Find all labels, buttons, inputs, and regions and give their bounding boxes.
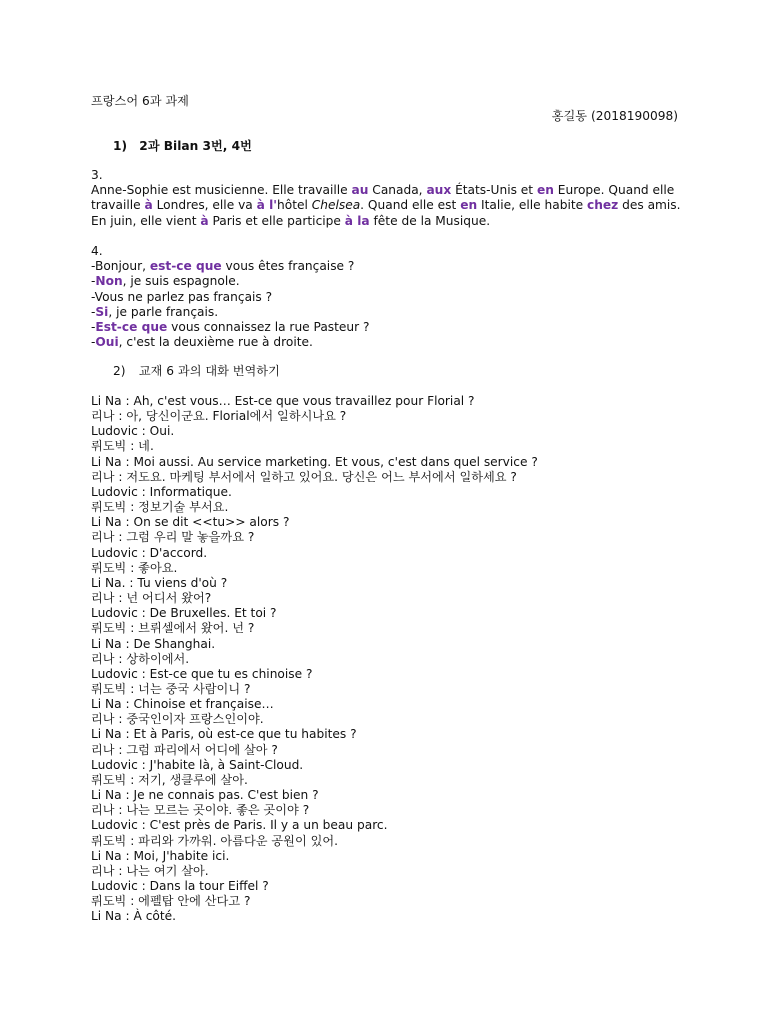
text-segment: Europe. Quand elle travaille (91, 183, 675, 213)
french-line: Ludovic : Est-ce que tu es chinoise ? (91, 666, 313, 681)
text-segment: États-Unis et (451, 183, 537, 198)
korean-translation-line: 리나 : 나는 여기 살아. (91, 863, 209, 878)
korean-translation-line: 뤼도빅 : 브뤼셀에서 왔어. 넌 ? (91, 621, 255, 636)
korean-translation-line: 리나 : 넌 어디서 왔어? (91, 591, 212, 606)
korean-translation-line: 리나 : 그럼 파리에서 어디에 살아 ? (91, 742, 278, 757)
korean-translation-line: 뤼도빅 : 정보기술 부서요. (91, 500, 229, 515)
highlighted-answer: Est-ce que (95, 320, 168, 335)
dialogue-line (91, 320, 681, 335)
french-line: Li Na. : Tu viens d'où ? (91, 575, 228, 590)
french-line: Ludovic : D'accord. (91, 545, 208, 560)
highlighted-answer: à la (344, 213, 370, 228)
korean-translation-line: 뤼도빅 : 좋아요. (91, 560, 178, 575)
exercise-4-dialogue (91, 259, 681, 350)
dialogue-line (91, 259, 681, 274)
text-segment: - (91, 304, 96, 319)
text-segment: . Quand elle est (360, 198, 461, 213)
exercise-number: 3. (91, 168, 103, 182)
french-line: Ludovic : Informatique. (91, 484, 232, 499)
french-line: Li Na : Moi aussi. Au service marketing. Et vous, c'est dans quel service ? (91, 454, 538, 469)
text-segment: , je suis espagnole. (122, 274, 240, 289)
french-line: Li Na : Et à Paris, où est-ce que tu habites ? (91, 727, 357, 742)
text-segment: - (91, 320, 96, 335)
korean-translation-line: 리나 : 나는 모르는 곳이야. 좋은 곳이야 ? (91, 803, 310, 818)
highlighted-answer: à l' (256, 198, 278, 213)
korean-translation-line: 리나 : 중국인이자 프랑스인이야. (91, 712, 264, 727)
french-line: Li Na : Chinoise et française… (91, 697, 274, 712)
french-line: Ludovic : De Bruxelles. Et toi ? (91, 606, 277, 621)
author-line: 홍길동 (2018190098) (551, 109, 678, 123)
text-segment: Londres, elle va (152, 198, 257, 213)
french-line: Ludovic : C'est près de Paris. Il y a un beau parc. (91, 818, 388, 833)
highlighted-answer: Non (95, 274, 123, 289)
dialogue-line (91, 305, 681, 320)
text-segment: vous connaissez la rue Pasteur ? (167, 320, 370, 335)
document-title: 프랑스어 6과 과제 (91, 94, 189, 108)
text-segment: vous êtes française ? (221, 259, 355, 274)
dialogue-line (91, 274, 681, 289)
section-heading-2 (113, 364, 280, 378)
text-segment: des amis. En juin, elle vient (91, 198, 681, 228)
highlighted-answer: chez (586, 198, 619, 213)
korean-translation-line: 리나 : 아, 당신이군요. Florial에서 일하시나요 ? (91, 409, 347, 424)
text-segment: Italie, elle habite (477, 198, 587, 213)
korean-translation-line: 뤼도빅 : 파리와 가까워. 아름다운 공원이 있어. (91, 833, 339, 848)
korean-translation-line: 뤼도빅 : 저기, 생클루에 살아. (91, 772, 248, 787)
highlighted-answer: à (144, 198, 153, 213)
korean-translation-line: 뤼도빅 : 에펠탑 안에 산다고 ? (91, 894, 251, 909)
dialogue-line (91, 335, 681, 350)
french-line: Li Na : De Shanghai. (91, 636, 216, 651)
french-line: Li Na : On se dit <<tu>> alors ? (91, 515, 290, 530)
dialogue-line (91, 290, 681, 305)
highlighted-answer: Si (95, 304, 109, 319)
korean-translation-line: 리나 : 상하이에서. (91, 651, 190, 666)
text-segment: Canada, (368, 183, 427, 198)
french-line: Li Na : Moi, J'habite ici. (91, 848, 230, 863)
exercise-3 (91, 168, 681, 229)
text-segment: hôtel (277, 198, 312, 213)
text-segment: Anne-Sophie est musicienne. Elle travaille (91, 183, 352, 198)
korean-translation-line: 뤼도빅 : 네. (91, 439, 154, 454)
text-segment: , c'est la deuxième rue à droite. (118, 335, 313, 350)
text-segment: fête de la Musique. (369, 213, 491, 228)
section-number: 1) (113, 139, 128, 153)
korean-translation-line: 리나 : 그럼 우리 말 놓을까요 ? (91, 530, 255, 545)
section-heading-1 (113, 139, 252, 153)
highlighted-answer: est-ce que (149, 259, 222, 274)
french-line: Li Na : Ah, c'est vous… Est-ce que vous travaillez pour Florial ? (91, 394, 475, 408)
french-line: Ludovic : Dans la tour Eiffel ? (91, 879, 269, 893)
exercise-3-paragraph (91, 183, 681, 229)
text-segment: Chelsea (311, 198, 361, 213)
french-line: Li Na : Je ne connais pas. C'est bien ? (91, 788, 319, 803)
french-line: Ludovic : J'habite là, à Saint-Cloud. (91, 757, 304, 772)
section-title: 교재 6 과의 대화 번역하기 (138, 364, 280, 378)
exercise-4 (91, 244, 681, 350)
highlighted-answer: au (351, 183, 369, 198)
highlighted-answer: aux (426, 183, 452, 198)
translation-dialogue (91, 394, 681, 924)
highlighted-answer: à (200, 213, 209, 228)
text-segment: - (91, 335, 96, 350)
exercise-number: 4. (91, 244, 103, 258)
section-title: 2과 Bilan 3번, 4번 (139, 139, 252, 153)
text-segment: , je parle français. (108, 304, 219, 319)
korean-translation-line: 뤼도빅 : 너는 중국 사람이니 ? (91, 681, 251, 696)
french-line: Ludovic : Oui. (91, 424, 175, 439)
highlighted-answer: Oui (95, 335, 119, 350)
text-segment: -Bonjour, (91, 259, 150, 274)
text-segment: -Vous ne parlez pas français ? (91, 289, 273, 304)
text-segment: Paris et elle participe (208, 213, 345, 228)
korean-translation-line: 리나 : 저도요. 마케팅 부서에서 일하고 있어요. 당신은 어느 부서에서 일하세요 ? (91, 469, 517, 484)
highlighted-answer: en (460, 198, 478, 213)
french-line: Li Na : À côté. (91, 909, 177, 924)
text-segment: - (91, 274, 96, 289)
highlighted-answer: en (536, 183, 554, 198)
section-number: 2) (113, 364, 126, 378)
